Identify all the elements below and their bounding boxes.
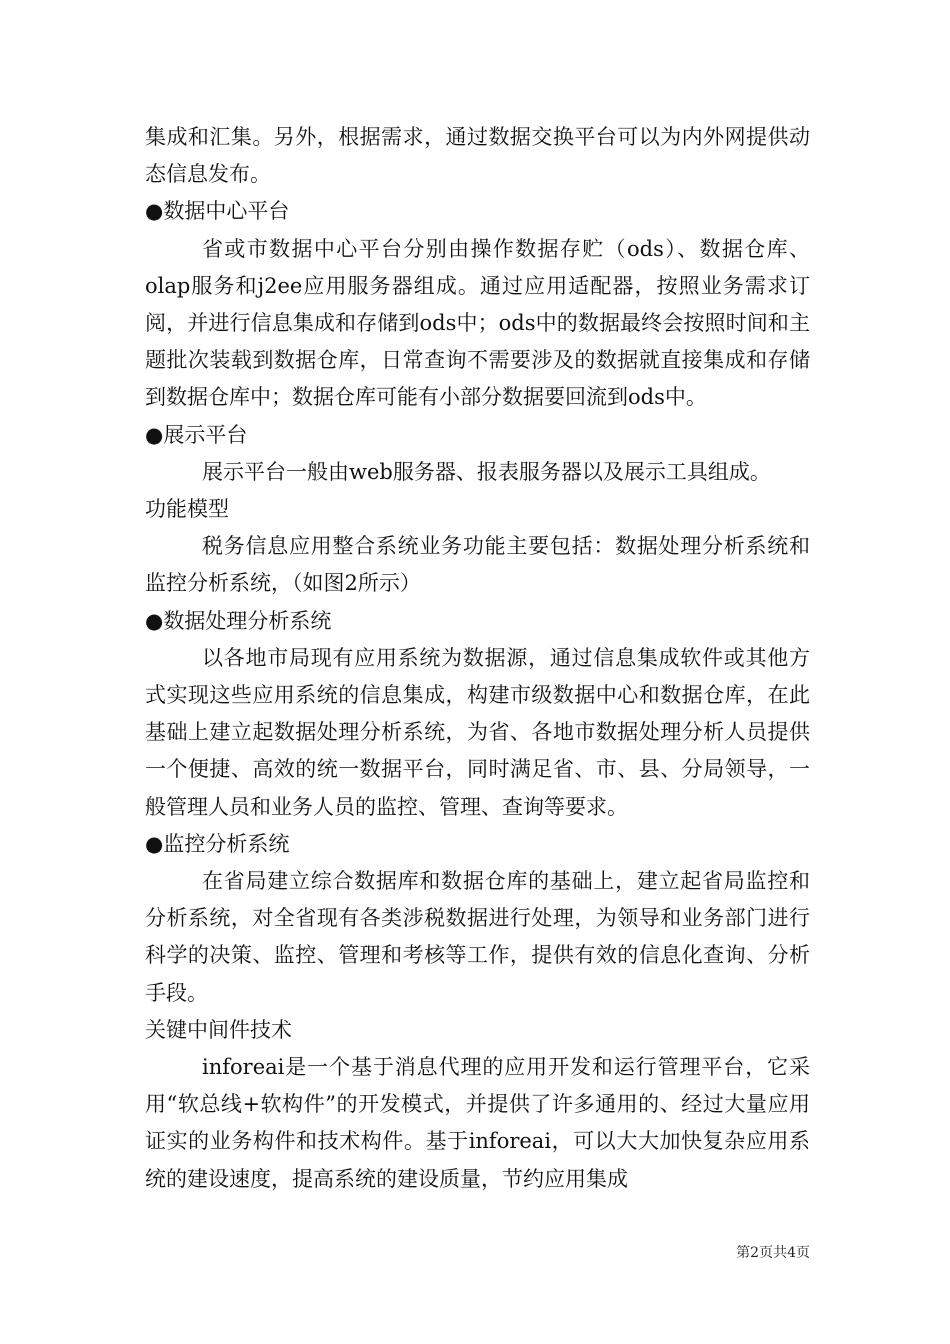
- bullet-heading: ●数据中心平台: [145, 199, 290, 224]
- bullet-heading: ●展示平台: [145, 422, 248, 447]
- section-heading: 关键中间件技术: [145, 1017, 292, 1042]
- document-body: [145, 119, 810, 1198]
- paragraph: inforeai是一个基于消息代理的应用开发和运行管理平台，它采用“软总线+软构件”的开发模式，并提供了许多通用的、经过大量应用证实的业务构件和技术构件。基于inforeai，可以大大加快复杂应用系统的建设速度，提高系统的建设质量，节约应用集成: [145, 1055, 810, 1191]
- bullet-heading: ●数据处理分析系统: [145, 608, 332, 633]
- bullet-heading: ●监控分析系统: [145, 831, 290, 856]
- paragraph: 以各地市局现有应用系统为数据源，通过信息集成软件或其他方式实现这些应用系统的信息集成，构建市级数据中心和数据仓库，在此基础上建立起数据处理分析系统，为省、各地市数据处理分析人员提供一个便捷、高效的统一数据平台，同时满足省、市、县、分局领导，一般管理人员和业务人员的监控、管理、查询等要求。: [145, 645, 810, 819]
- paragraph: 省或市数据中心平台分别由操作数据存贮（ods）、数据仓库、olap服务和j2ee应用服务器组成。通过应用适配器，按照业务需求订阅，并进行信息集成和存储到ods中；ods中的数据最终会按照时间和主题批次装载到数据仓库，日常查询不需要涉及的数据就直接集成和存储到数据仓库中；数据仓库可能有小部分数据要回流到ods中。: [145, 236, 810, 410]
- page-number: 第2页共4页: [736, 1245, 810, 1261]
- paragraph: 在省局建立综合数据库和数据仓库的基础上，建立起省局监控和分析系统，对全省现有各类涉税数据进行处理，为领导和业务部门进行科学的决策、监控、管理和考核等工作，提供有效的信息化查询、分析手段。: [145, 869, 810, 1005]
- section-heading: 功能模型: [145, 497, 229, 522]
- paragraph: 税务信息应用整合系统业务功能主要包括：数据处理分析系统和监控分析系统，（如图2所示）: [145, 534, 810, 596]
- paragraph: 集成和汇集。另外，根据需求，通过数据交换平台可以为内外网提供动态信息发布。: [145, 125, 810, 187]
- paragraph: 展示平台一般由web服务器、报表服务器以及展示工具组成。: [202, 459, 771, 484]
